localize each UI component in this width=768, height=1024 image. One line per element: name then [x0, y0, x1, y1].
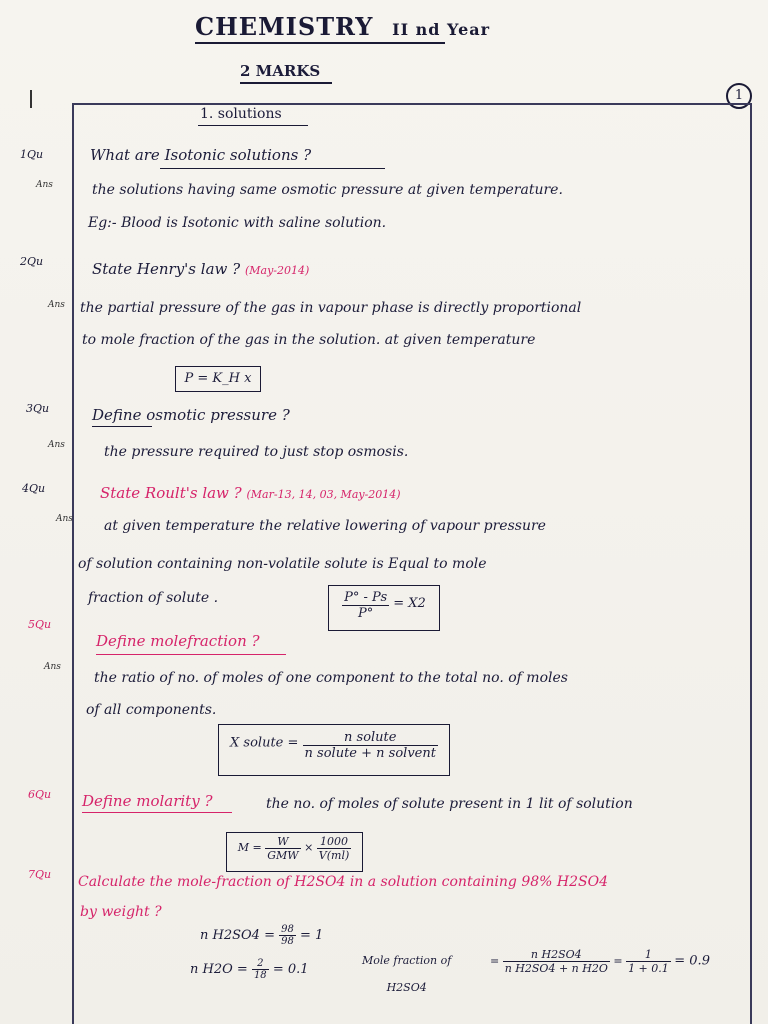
- mole-fraction-formula: X solute = $\frac{\text{n solute}}{\text{n solute + n solvent}}$: [218, 724, 450, 776]
- question-text: State Henry's law ? (May-2014): [92, 260, 310, 278]
- page-title: CHEMISTRY II nd Year: [195, 12, 491, 41]
- raoult-law-formula: $\frac{P^\circ - Ps}{P^\circ}$ = X2: [328, 585, 440, 631]
- question-number: 5Qu: [28, 618, 52, 631]
- marks-heading: 2 MARKS: [240, 62, 321, 80]
- question-underline: [92, 426, 152, 427]
- frame-left-rule: [72, 103, 74, 1024]
- page-number: 1: [726, 83, 752, 109]
- marks-underline: [240, 82, 332, 84]
- question-underline: [160, 168, 385, 169]
- frame-right-rule: [750, 103, 752, 1024]
- question-number: 1Qu: [20, 148, 44, 161]
- question-text: Define molefraction ?: [96, 632, 260, 650]
- mole-fraction-label: Mole fraction of H2SO4: [362, 954, 452, 994]
- question-text: State Roult's law ? (Mar-13, 14, 03, May-2014): [100, 484, 401, 502]
- answer-line: the pressure required to just stop osmosis.: [104, 444, 409, 460]
- question-underline: [96, 654, 286, 655]
- question-number: 6Qu: [28, 788, 52, 801]
- answer-line: of solution containing non-volatile solute is Equal to mole: [78, 556, 487, 572]
- title-underline: [195, 42, 445, 44]
- question-text-cont: by weight ?: [80, 904, 162, 920]
- calc-line: n H2O = $\frac{2}{18}$ = 0.1: [190, 958, 309, 981]
- chapter-underline: [198, 125, 308, 126]
- answer-tag: Ans: [56, 514, 73, 524]
- answer-line: the solutions having same osmotic pressure at given temperature.: [92, 182, 563, 198]
- question-text: Define molarity ?: [82, 792, 213, 810]
- question-text: What are Isotonic solutions ?: [90, 146, 312, 164]
- answer-line: fraction of solute .: [88, 590, 219, 606]
- question-number: 7Qu: [28, 868, 52, 881]
- answer-line: to mole fraction of the gas in the solution. at given temperature: [82, 332, 536, 348]
- answer-tag: Ans: [48, 300, 65, 310]
- question-text: Calculate the mole-fraction of H2SO4 in a solution containing 98% H2SO4: [78, 874, 608, 890]
- answer-tag: Ans: [48, 440, 65, 450]
- answer-tag: Ans: [44, 662, 61, 672]
- answer-line: the partial pressure of the gas in vapour phase is directly proportional: [80, 300, 582, 316]
- answer-line: Eg:- Blood is Isotonic with saline solution.: [88, 215, 387, 231]
- question-text: Define osmotic pressure ?: [92, 406, 290, 424]
- margin-mark: [30, 90, 32, 108]
- answer-line: of all components.: [86, 702, 217, 718]
- chapter-heading: 1. solutions: [200, 106, 282, 122]
- calc-line: n H2SO4 = $\frac{98}{98}$ = 1: [200, 924, 324, 947]
- answer-line: the no. of moles of solute present in 1 lit of solution: [266, 796, 633, 812]
- question-number: 2Qu: [20, 255, 44, 268]
- question-number: 3Qu: [26, 402, 50, 415]
- answer-line: at given temperature the relative lowering of vapour pressure: [104, 518, 546, 534]
- question-underline: [82, 812, 232, 813]
- molarity-formula: M = $\frac{W}{\text{GMW}}$ × $\frac{1000}{V(ml)}$: [226, 832, 363, 872]
- mole-fraction-result: = $\frac{\text{n H2SO4}}{\text{n H2SO4 + n H2O}}$ = $\frac{1}{1 + 0.1}$ = 0.9: [490, 948, 710, 975]
- question-number: 4Qu: [22, 482, 46, 495]
- frame-top-rule: [72, 103, 752, 105]
- answer-tag: Ans: [36, 180, 53, 190]
- henry-law-formula: P = K_H x: [175, 366, 261, 392]
- answer-line: the ratio of no. of moles of one component to the total no. of moles: [94, 670, 568, 686]
